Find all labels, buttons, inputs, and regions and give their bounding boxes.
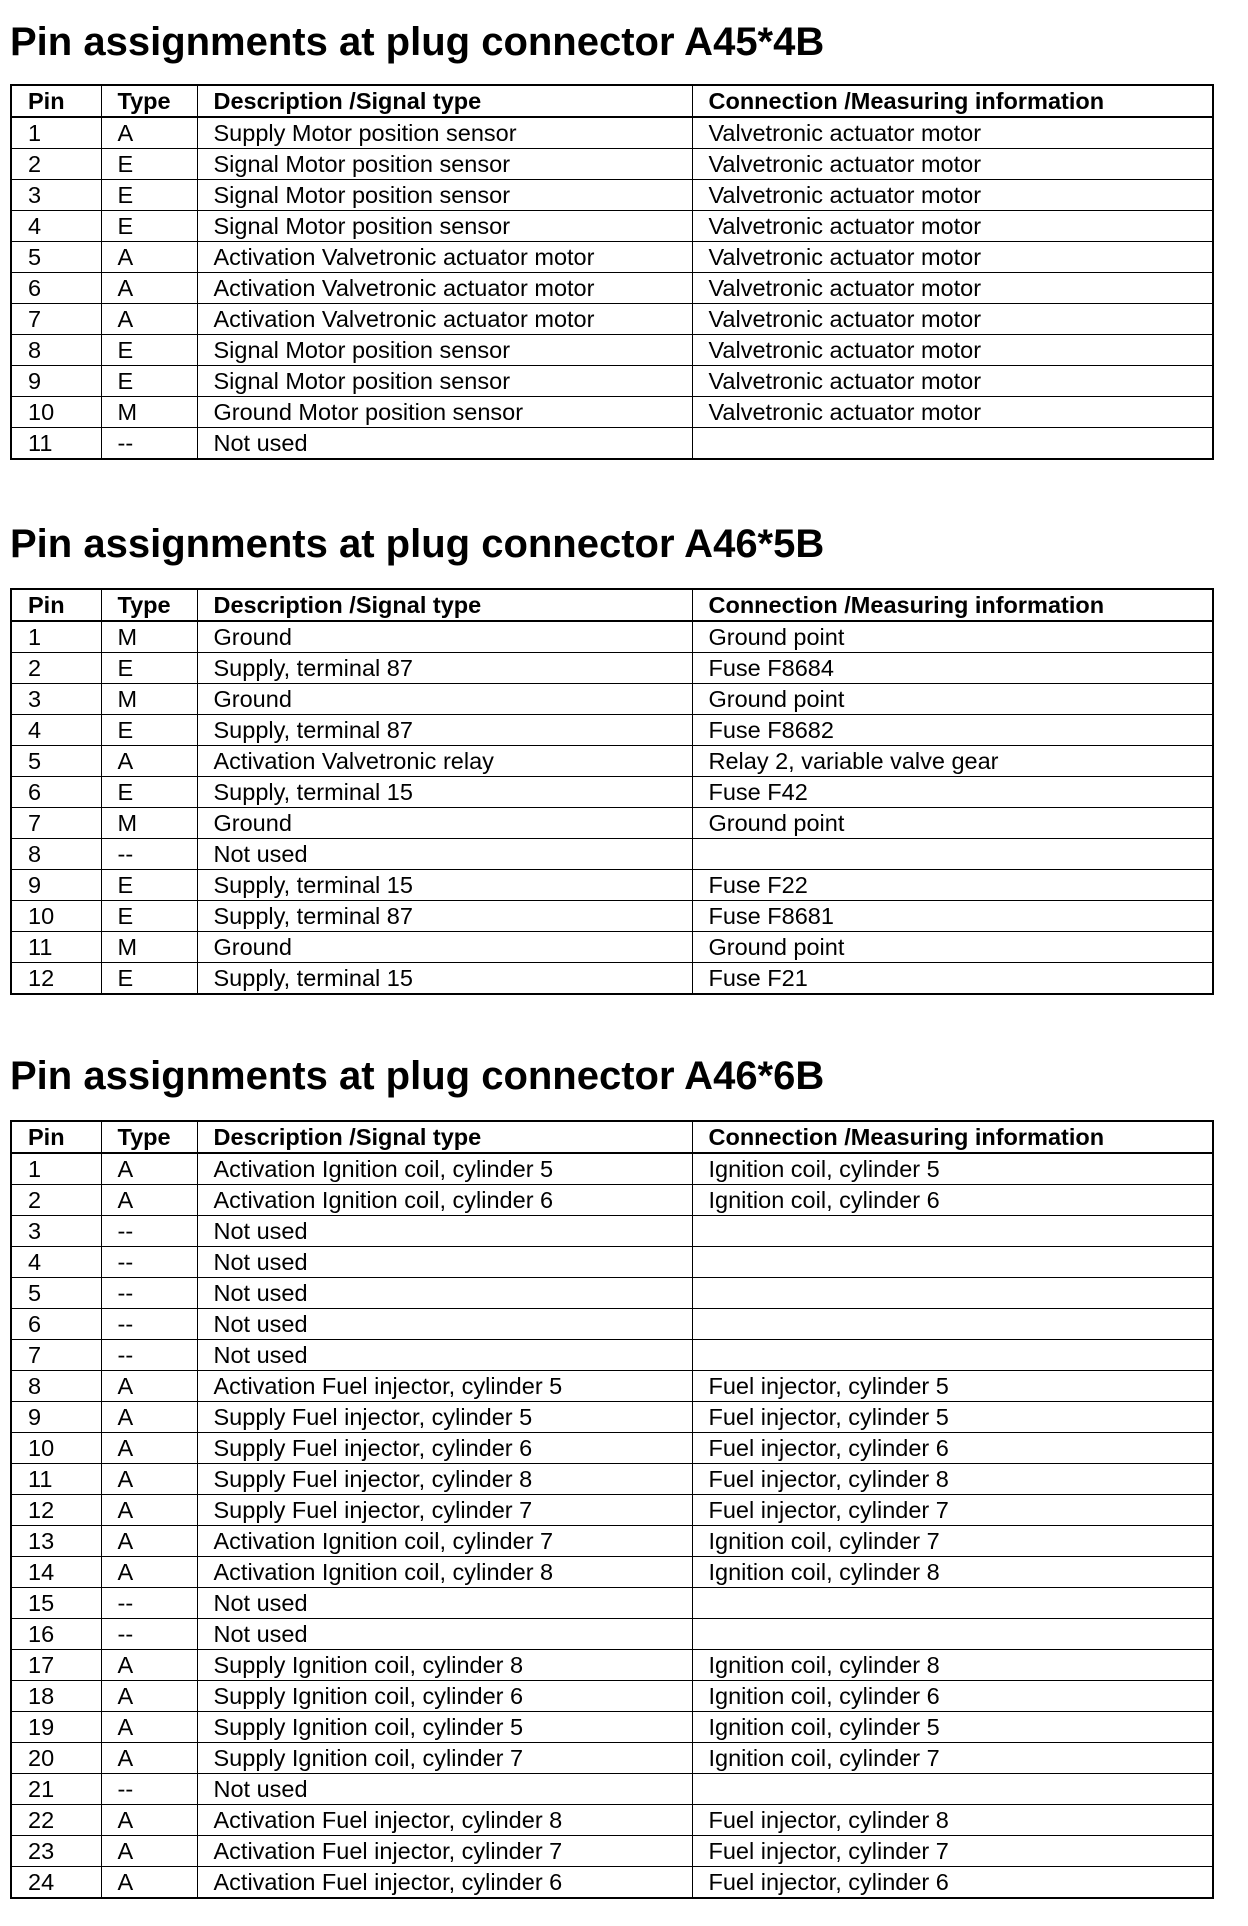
cell-pin: 5 — [11, 746, 101, 777]
cell-pin: 2 — [11, 653, 101, 684]
section-title: Pin assignments at plug connector A46*5B — [10, 522, 825, 566]
cell-pin: 12 — [11, 963, 101, 995]
table-row — [11, 1588, 1213, 1619]
cell-type: A — [101, 746, 197, 777]
cell-type: -- — [101, 1216, 197, 1247]
section-title: Pin assignments at plug connector A45*4B — [10, 20, 825, 64]
table-row — [11, 1216, 1213, 1247]
cell-connection: Ignition coil, cylinder 6 — [692, 1681, 1213, 1712]
table-row — [11, 653, 1213, 684]
cell-description: Ground — [197, 808, 692, 839]
table-row — [11, 1153, 1213, 1185]
cell-type: E — [101, 901, 197, 932]
cell-pin: 18 — [11, 1681, 101, 1712]
cell-connection — [692, 1278, 1213, 1309]
cell-connection: Valvetronic actuator motor — [692, 304, 1213, 335]
cell-description: Supply Ignition coil, cylinder 7 — [197, 1743, 692, 1774]
table-body — [11, 1153, 1213, 1898]
cell-pin: 5 — [11, 1278, 101, 1309]
cell-connection — [692, 1216, 1213, 1247]
cell-description: Activation Fuel injector, cylinder 5 — [197, 1371, 692, 1402]
cell-description: Supply, terminal 15 — [197, 777, 692, 808]
cell-pin: 2 — [11, 1185, 101, 1216]
cell-description: Not used — [197, 428, 692, 460]
cell-pin: 7 — [11, 1340, 101, 1371]
cell-type: E — [101, 777, 197, 808]
table-row — [11, 149, 1213, 180]
cell-description: Supply Fuel injector, cylinder 7 — [197, 1495, 692, 1526]
cell-description: Ground — [197, 621, 692, 653]
table-row — [11, 684, 1213, 715]
section-title: Pin assignments at plug connector A46*6B — [10, 1054, 825, 1098]
cell-type: A — [101, 1464, 197, 1495]
table-row — [11, 117, 1213, 149]
cell-type: A — [101, 1805, 197, 1836]
cell-connection: Fuse F42 — [692, 777, 1213, 808]
cell-type: -- — [101, 1309, 197, 1340]
cell-description: Activation Ignition coil, cylinder 6 — [197, 1185, 692, 1216]
column-header-description: Description /Signal type — [197, 1121, 692, 1153]
cell-pin: 12 — [11, 1495, 101, 1526]
cell-pin: 9 — [11, 1402, 101, 1433]
cell-connection: Ignition coil, cylinder 8 — [692, 1557, 1213, 1588]
table-header-row — [11, 589, 1213, 621]
table-row — [11, 1712, 1213, 1743]
cell-type: E — [101, 211, 197, 242]
cell-type: E — [101, 870, 197, 901]
table-row — [11, 932, 1213, 963]
cell-description: Activation Ignition coil, cylinder 8 — [197, 1557, 692, 1588]
table-header-row — [11, 85, 1213, 117]
cell-connection — [692, 839, 1213, 870]
cell-description: Ground Motor position sensor — [197, 397, 692, 428]
cell-type: A — [101, 1371, 197, 1402]
cell-description: Activation Ignition coil, cylinder 7 — [197, 1526, 692, 1557]
cell-description: Not used — [197, 1278, 692, 1309]
table-row — [11, 1836, 1213, 1867]
cell-connection: Fuel injector, cylinder 7 — [692, 1836, 1213, 1867]
cell-pin: 11 — [11, 1464, 101, 1495]
cell-type: -- — [101, 1588, 197, 1619]
cell-description: Ground — [197, 684, 692, 715]
cell-connection: Ignition coil, cylinder 5 — [692, 1712, 1213, 1743]
cell-description: Activation Valvetronic actuator motor — [197, 242, 692, 273]
cell-type: A — [101, 1557, 197, 1588]
cell-connection — [692, 1619, 1213, 1650]
cell-description: Supply, terminal 15 — [197, 963, 692, 995]
column-header-type: Type — [101, 589, 197, 621]
cell-description: Ground — [197, 932, 692, 963]
cell-description: Activation Ignition coil, cylinder 5 — [197, 1153, 692, 1185]
cell-description: Supply Ignition coil, cylinder 8 — [197, 1650, 692, 1681]
cell-connection — [692, 1247, 1213, 1278]
column-header-pin: Pin — [11, 589, 101, 621]
cell-type: -- — [101, 428, 197, 460]
table-row — [11, 211, 1213, 242]
cell-connection: Fuel injector, cylinder 6 — [692, 1867, 1213, 1899]
cell-pin: 23 — [11, 1836, 101, 1867]
table-row — [11, 397, 1213, 428]
cell-description: Not used — [197, 1774, 692, 1805]
table-row — [11, 335, 1213, 366]
cell-connection: Ground point — [692, 684, 1213, 715]
cell-pin: 11 — [11, 932, 101, 963]
cell-type: A — [101, 1495, 197, 1526]
cell-connection: Valvetronic actuator motor — [692, 211, 1213, 242]
cell-connection: Fuel injector, cylinder 8 — [692, 1464, 1213, 1495]
cell-type: A — [101, 1526, 197, 1557]
table-row — [11, 1681, 1213, 1712]
column-header-description: Description /Signal type — [197, 589, 692, 621]
table-row — [11, 621, 1213, 653]
table-row — [11, 1619, 1213, 1650]
cell-type: A — [101, 117, 197, 149]
table-header-row — [11, 1121, 1213, 1153]
cell-description: Not used — [197, 1619, 692, 1650]
cell-pin: 14 — [11, 1557, 101, 1588]
cell-pin: 16 — [11, 1619, 101, 1650]
table-row — [11, 746, 1213, 777]
cell-connection — [692, 1588, 1213, 1619]
cell-type: A — [101, 1836, 197, 1867]
cell-description: Supply Motor position sensor — [197, 117, 692, 149]
cell-type: A — [101, 1681, 197, 1712]
cell-description: Not used — [197, 1340, 692, 1371]
cell-description: Activation Fuel injector, cylinder 8 — [197, 1805, 692, 1836]
cell-pin: 3 — [11, 684, 101, 715]
table-row — [11, 1495, 1213, 1526]
table-row — [11, 180, 1213, 211]
cell-connection: Ignition coil, cylinder 8 — [692, 1650, 1213, 1681]
cell-connection: Fuel injector, cylinder 5 — [692, 1402, 1213, 1433]
cell-pin: 8 — [11, 335, 101, 366]
cell-pin: 1 — [11, 621, 101, 653]
table-row — [11, 1371, 1213, 1402]
cell-pin: 7 — [11, 304, 101, 335]
cell-description: Supply, terminal 87 — [197, 653, 692, 684]
cell-connection: Valvetronic actuator motor — [692, 242, 1213, 273]
cell-pin: 3 — [11, 180, 101, 211]
cell-pin: 24 — [11, 1867, 101, 1899]
table-row — [11, 1433, 1213, 1464]
cell-description: Supply Ignition coil, cylinder 5 — [197, 1712, 692, 1743]
cell-description: Activation Fuel injector, cylinder 7 — [197, 1836, 692, 1867]
cell-pin: 6 — [11, 777, 101, 808]
pin-table — [10, 84, 1214, 460]
table-row — [11, 366, 1213, 397]
table-row — [11, 1867, 1213, 1899]
cell-connection: Fuel injector, cylinder 7 — [692, 1495, 1213, 1526]
cell-description: Not used — [197, 1588, 692, 1619]
cell-connection: Valvetronic actuator motor — [692, 149, 1213, 180]
cell-description: Supply Ignition coil, cylinder 6 — [197, 1681, 692, 1712]
cell-pin: 17 — [11, 1650, 101, 1681]
cell-description: Supply, terminal 87 — [197, 715, 692, 746]
cell-type: -- — [101, 1340, 197, 1371]
column-header-description: Description /Signal type — [197, 85, 692, 117]
cell-connection: Ignition coil, cylinder 7 — [692, 1743, 1213, 1774]
cell-connection: Valvetronic actuator motor — [692, 397, 1213, 428]
cell-description: Activation Valvetronic relay — [197, 746, 692, 777]
cell-type: E — [101, 180, 197, 211]
table-row — [11, 1526, 1213, 1557]
cell-connection: Fuel injector, cylinder 6 — [692, 1433, 1213, 1464]
cell-description: Not used — [197, 1216, 692, 1247]
column-header-connection: Connection /Measuring information — [692, 1121, 1213, 1153]
cell-type: A — [101, 1650, 197, 1681]
cell-pin: 22 — [11, 1805, 101, 1836]
cell-description: Not used — [197, 1247, 692, 1278]
pin-table — [10, 1120, 1214, 1899]
cell-type: A — [101, 273, 197, 304]
cell-pin: 3 — [11, 1216, 101, 1247]
cell-description: Activation Valvetronic actuator motor — [197, 273, 692, 304]
cell-description: Supply Fuel injector, cylinder 5 — [197, 1402, 692, 1433]
section-a46-6b — [10, 1052, 1212, 1895]
table-body — [11, 117, 1213, 459]
cell-type: A — [101, 1153, 197, 1185]
table-row — [11, 1557, 1213, 1588]
table-row — [11, 1805, 1213, 1836]
cell-description: Signal Motor position sensor — [197, 366, 692, 397]
cell-pin: 6 — [11, 1309, 101, 1340]
cell-connection — [692, 428, 1213, 460]
cell-type: M — [101, 808, 197, 839]
cell-description: Supply Fuel injector, cylinder 6 — [197, 1433, 692, 1464]
cell-description: Not used — [197, 839, 692, 870]
cell-connection: Fuse F8684 — [692, 653, 1213, 684]
table-row — [11, 963, 1213, 995]
cell-pin: 9 — [11, 870, 101, 901]
cell-type: A — [101, 1185, 197, 1216]
cell-description: Not used — [197, 1309, 692, 1340]
cell-pin: 11 — [11, 428, 101, 460]
cell-connection: Ignition coil, cylinder 6 — [692, 1185, 1213, 1216]
table-row — [11, 273, 1213, 304]
cell-type: A — [101, 1712, 197, 1743]
table-row — [11, 1464, 1213, 1495]
column-header-pin: Pin — [11, 85, 101, 117]
cell-pin: 8 — [11, 839, 101, 870]
table-row — [11, 1247, 1213, 1278]
cell-connection: Fuse F22 — [692, 870, 1213, 901]
column-header-type: Type — [101, 85, 197, 117]
cell-type: -- — [101, 1247, 197, 1278]
cell-description: Activation Valvetronic actuator motor — [197, 304, 692, 335]
cell-pin: 1 — [11, 117, 101, 149]
cell-connection: Fuel injector, cylinder 8 — [692, 1805, 1213, 1836]
cell-connection: Fuel injector, cylinder 5 — [692, 1371, 1213, 1402]
table-row — [11, 839, 1213, 870]
cell-type: M — [101, 621, 197, 653]
cell-pin: 4 — [11, 715, 101, 746]
cell-connection: Valvetronic actuator motor — [692, 180, 1213, 211]
cell-pin: 1 — [11, 1153, 101, 1185]
cell-type: -- — [101, 1619, 197, 1650]
section-a45-4b — [10, 18, 1212, 456]
cell-description: Signal Motor position sensor — [197, 211, 692, 242]
cell-pin: 4 — [11, 1247, 101, 1278]
cell-pin: 9 — [11, 366, 101, 397]
table-row — [11, 1340, 1213, 1371]
table-row — [11, 901, 1213, 932]
column-header-type: Type — [101, 1121, 197, 1153]
cell-type: E — [101, 149, 197, 180]
cell-type: A — [101, 1743, 197, 1774]
cell-connection: Ignition coil, cylinder 7 — [692, 1526, 1213, 1557]
cell-type: A — [101, 242, 197, 273]
cell-connection: Fuse F21 — [692, 963, 1213, 995]
cell-pin: 8 — [11, 1371, 101, 1402]
table-body — [11, 621, 1213, 994]
cell-connection: Fuse F8681 — [692, 901, 1213, 932]
cell-type: -- — [101, 839, 197, 870]
cell-pin: 15 — [11, 1588, 101, 1619]
cell-connection — [692, 1309, 1213, 1340]
cell-connection: Relay 2, variable valve gear — [692, 746, 1213, 777]
cell-type: A — [101, 1402, 197, 1433]
cell-connection: Ground point — [692, 808, 1213, 839]
cell-description: Signal Motor position sensor — [197, 180, 692, 211]
cell-type: E — [101, 653, 197, 684]
column-header-connection: Connection /Measuring information — [692, 589, 1213, 621]
cell-description: Supply, terminal 15 — [197, 870, 692, 901]
cell-connection: Ground point — [692, 932, 1213, 963]
table-row — [11, 870, 1213, 901]
cell-connection: Valvetronic actuator motor — [692, 273, 1213, 304]
table-row — [11, 242, 1213, 273]
table-row — [11, 1309, 1213, 1340]
cell-connection: Valvetronic actuator motor — [692, 366, 1213, 397]
table-row — [11, 1278, 1213, 1309]
table-row — [11, 777, 1213, 808]
table-row — [11, 428, 1213, 460]
cell-pin: 19 — [11, 1712, 101, 1743]
cell-connection: Ignition coil, cylinder 5 — [692, 1153, 1213, 1185]
cell-connection: Ground point — [692, 621, 1213, 653]
cell-pin: 20 — [11, 1743, 101, 1774]
cell-connection: Valvetronic actuator motor — [692, 335, 1213, 366]
cell-type: -- — [101, 1278, 197, 1309]
cell-type: E — [101, 335, 197, 366]
cell-description: Activation Fuel injector, cylinder 6 — [197, 1867, 692, 1899]
cell-pin: 13 — [11, 1526, 101, 1557]
table-row — [11, 715, 1213, 746]
cell-type: A — [101, 1867, 197, 1899]
cell-description: Supply Fuel injector, cylinder 8 — [197, 1464, 692, 1495]
cell-pin: 5 — [11, 242, 101, 273]
cell-connection — [692, 1340, 1213, 1371]
table-row — [11, 1743, 1213, 1774]
table-row — [11, 1650, 1213, 1681]
cell-type: M — [101, 397, 197, 428]
table-row — [11, 1774, 1213, 1805]
cell-description: Supply, terminal 87 — [197, 901, 692, 932]
table-row — [11, 304, 1213, 335]
column-header-connection: Connection /Measuring information — [692, 85, 1213, 117]
cell-type: A — [101, 1433, 197, 1464]
cell-connection: Valvetronic actuator motor — [692, 117, 1213, 149]
cell-pin: 21 — [11, 1774, 101, 1805]
table-row — [11, 808, 1213, 839]
cell-type: -- — [101, 1774, 197, 1805]
cell-connection — [692, 1774, 1213, 1805]
table-row — [11, 1402, 1213, 1433]
cell-pin: 7 — [11, 808, 101, 839]
pin-table — [10, 588, 1214, 995]
cell-type: M — [101, 932, 197, 963]
section-a46-5b — [10, 520, 1212, 991]
cell-pin: 10 — [11, 901, 101, 932]
cell-pin: 4 — [11, 211, 101, 242]
cell-pin: 6 — [11, 273, 101, 304]
cell-description: Signal Motor position sensor — [197, 149, 692, 180]
cell-pin: 10 — [11, 1433, 101, 1464]
cell-pin: 2 — [11, 149, 101, 180]
cell-type: A — [101, 304, 197, 335]
cell-type: E — [101, 366, 197, 397]
cell-pin: 10 — [11, 397, 101, 428]
cell-description: Signal Motor position sensor — [197, 335, 692, 366]
cell-type: E — [101, 715, 197, 746]
table-row — [11, 1185, 1213, 1216]
cell-connection: Fuse F8682 — [692, 715, 1213, 746]
cell-type: E — [101, 963, 197, 995]
column-header-pin: Pin — [11, 1121, 101, 1153]
cell-type: M — [101, 684, 197, 715]
